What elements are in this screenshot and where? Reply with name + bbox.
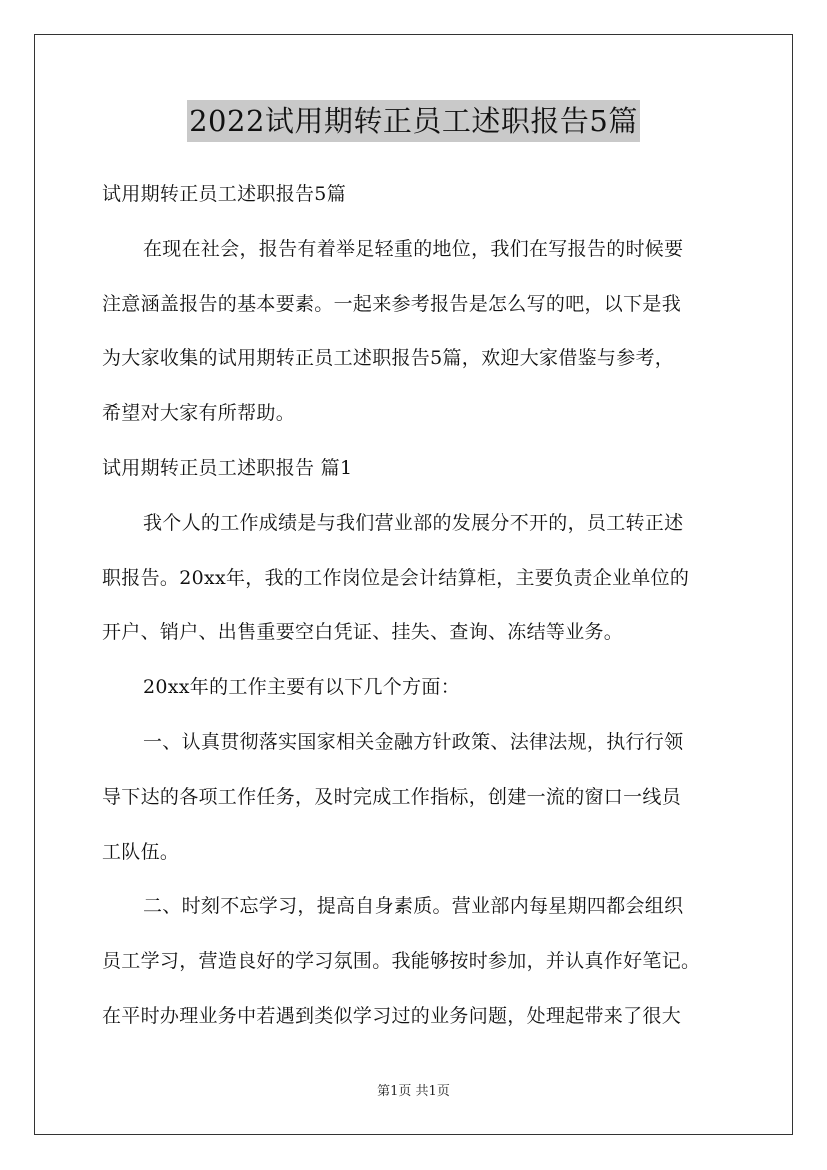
body-line: 在平时办理业务中若遇到类似学习过的业务问题，处理起带来了很大 — [102, 1004, 682, 1027]
body-line: 二、时刻不忘学习，提高自身素质。营业部内每星期四都会组织 — [143, 895, 684, 918]
body-line: 20xx年的工作主要有以下几个方面： — [143, 676, 461, 699]
body-line: 工队伍。 — [102, 840, 180, 863]
body-line: 注意涵盖报告的基本要素。一起来参考报告是怎么写的吧，以下是我 — [102, 292, 682, 315]
body-line: 试用期转正员工述职报告5篇 — [102, 183, 346, 205]
body-line: 在现在社会，报告有着举足轻重的地位，我们在写报告的时候要 — [143, 237, 684, 260]
body-line: 为大家收集的试用期转正员工述职报告5篇，欢迎大家借鉴与参考， — [102, 347, 675, 370]
body-line: 导下达的各项工作任务，及时完成工作指标，创建一流的窗口一线员 — [102, 785, 682, 808]
document-title-text: 2022试用期转正员工述职报告5篇 — [187, 100, 640, 142]
body-line: 职报告。20xx年，我的工作岗位是会计结算柜，主要负责企业单位的 — [102, 566, 690, 589]
page-footer: 第1页 共1页 — [377, 1084, 450, 1099]
document-body — [102, 176, 728, 1053]
body-line: 希望对大家有所帮助。 — [102, 402, 296, 425]
document-title — [0, 100, 827, 142]
body-line: 我个人的工作成绩是与我们营业部的发展分不开的，员工转正述 — [143, 511, 684, 534]
body-line: 开户、销户、出售重要空白凭证、挂失、查询、冻结等业务。 — [102, 621, 624, 644]
body-line: 试用期转正员工述职报告 篇1 — [102, 456, 353, 479]
body-line: 一、认真贯彻落实国家相关金融方针政策、法律法规，执行行领 — [143, 730, 684, 753]
body-line: 员工学习，营造良好的学习氛围。我能够按时参加，并认真作好笔记。 — [102, 950, 701, 973]
